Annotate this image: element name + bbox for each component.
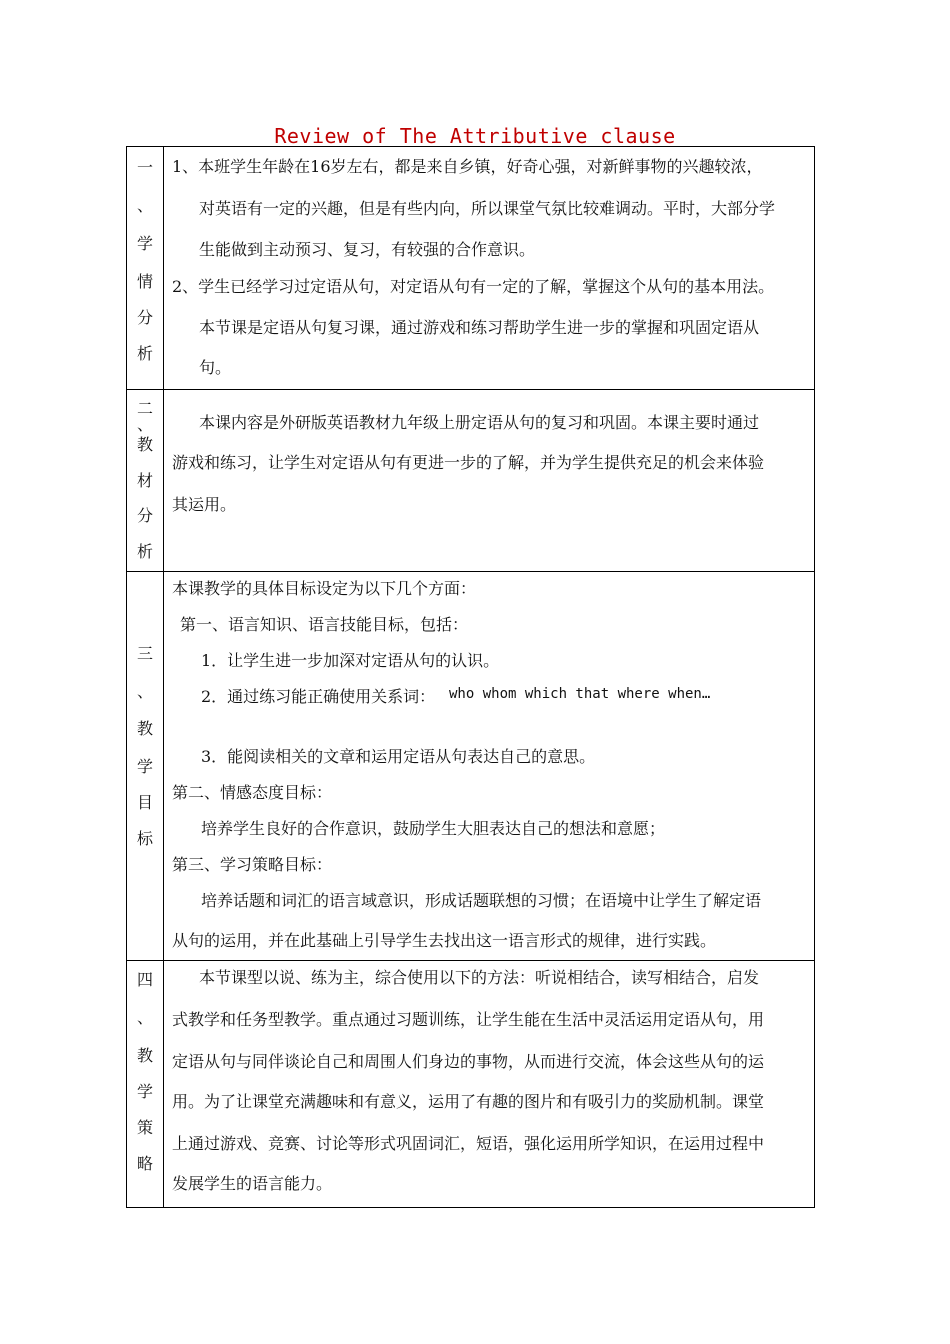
label-char: 目 xyxy=(136,793,153,812)
text-line: 用。为了让课堂充满趣味和有意义，运用了有趣的图片和有吸引力的奖励机制。课堂 xyxy=(172,1092,765,1111)
label-char: 二 xyxy=(136,399,153,418)
section-learner-analysis xyxy=(126,146,815,390)
label-char: 析 xyxy=(136,344,153,363)
section-content xyxy=(164,390,814,572)
label-char: 学 xyxy=(136,757,153,776)
label-char: 标 xyxy=(136,829,153,848)
section-label xyxy=(127,147,164,390)
section-content xyxy=(164,572,814,961)
label-char: 三 xyxy=(136,644,153,663)
text-line: 游戏和练习，让学生对定语从句有更进一步的了解，并为学生提供充足的机会来体验 xyxy=(172,453,765,472)
text-line: 本课内容是外研版英语教材九年级上册定语从句的复习和巩固。本课主要时通过 xyxy=(199,413,760,432)
text-line: 从句的运用，并在此基础上引导学生去找出这一语言形式的规律，进行实践。 xyxy=(172,931,717,950)
label-char: 教 xyxy=(136,719,153,738)
label-char: 一 xyxy=(136,158,153,177)
text-line: 上通过游戏、竞赛、讨论等形式巩固词汇，短语，强化运用所学知识，在运用过程中 xyxy=(172,1134,765,1153)
document-title: Review of The Attributive clause xyxy=(274,124,676,148)
label-char: 、 xyxy=(136,415,153,434)
label-char: 分 xyxy=(136,308,153,327)
text-line: 式教学和任务型教学。重点通过习题训练，让学生能在生活中灵活运用定语从句，用 xyxy=(172,1010,765,1029)
label-char: 、 xyxy=(136,682,153,701)
label-char: 学 xyxy=(136,234,153,253)
label-char: 教 xyxy=(136,1046,153,1065)
section-label xyxy=(127,572,164,961)
section-teaching-objectives xyxy=(126,571,815,961)
section-content xyxy=(164,147,814,390)
relative-words: who whom which that where when… xyxy=(449,686,711,702)
label-char: 学 xyxy=(136,1082,153,1101)
text-line: 第一、语言知识、语言技能目标，包括： xyxy=(180,615,469,634)
section-label xyxy=(127,390,164,572)
text-line: 培养话题和词汇的语言域意识，形成话题联想的习惯；在语境中让学生了解定语 xyxy=(201,891,762,910)
label-char: 析 xyxy=(136,542,153,561)
text-line: 其运用。 xyxy=(172,495,237,514)
text-line: 2、学生已经学习过定语从句，对定语从句有一定的了解，掌握这个从句的基本用法。 xyxy=(172,277,775,296)
label-char: 略 xyxy=(136,1154,153,1173)
text-line: 本节课型以说、练为主，综合使用以下的方法：听说相结合，读写相结合，启发 xyxy=(199,968,760,987)
text-line: 3．能阅读相关的文章和运用定语从句表达自己的意思。 xyxy=(201,747,596,766)
label-char: 策 xyxy=(136,1118,153,1137)
text-line: 句。 xyxy=(199,358,232,377)
section-content xyxy=(164,961,814,1207)
section-label xyxy=(127,961,164,1207)
text-line: 2．通过练习能正确使用关系词： xyxy=(201,687,436,706)
text-line: 第二、情感态度目标： xyxy=(172,783,333,802)
text-line: 第三、学习策略目标： xyxy=(172,855,333,874)
section-teaching-strategies xyxy=(126,960,815,1208)
label-char: 分 xyxy=(136,506,153,525)
label-char: 材 xyxy=(136,471,153,490)
text-line: 发展学生的语言能力。 xyxy=(172,1174,333,1193)
text-line: 定语从句与同伴谈论自己和周围人们身边的事物，从而进行交流，体会这些从句的运 xyxy=(172,1052,765,1071)
label-char: 情 xyxy=(136,272,153,291)
text-line: 培养学生良好的合作意识，鼓励学生大胆表达自己的想法和意愿； xyxy=(201,819,666,838)
label-char: 、 xyxy=(136,196,153,215)
text-line: 对英语有一定的兴趣，但是有些内向，所以课堂气氛比较难调动。平时，大部分学 xyxy=(199,199,776,218)
text-line: 本节课是定语从句复习课，通过游戏和练习帮助学生进一步的掌握和巩固定语从 xyxy=(199,318,760,337)
label-char: 四 xyxy=(136,970,153,989)
section-material-analysis xyxy=(126,389,815,572)
text-line: 本课教学的具体目标设定为以下几个方面： xyxy=(172,579,477,598)
text-line: 生能做到主动预习、复习，有较强的合作意识。 xyxy=(199,240,536,259)
text-line: 1、本班学生年龄在16岁左右，都是来自乡镇，好奇心强，对新鲜事物的兴趣较浓， xyxy=(172,157,763,176)
label-char: 、 xyxy=(136,1008,153,1027)
label-char: 教 xyxy=(136,435,153,454)
text-line: 1．让学生进一步加深对定语从句的认识。 xyxy=(201,651,500,670)
